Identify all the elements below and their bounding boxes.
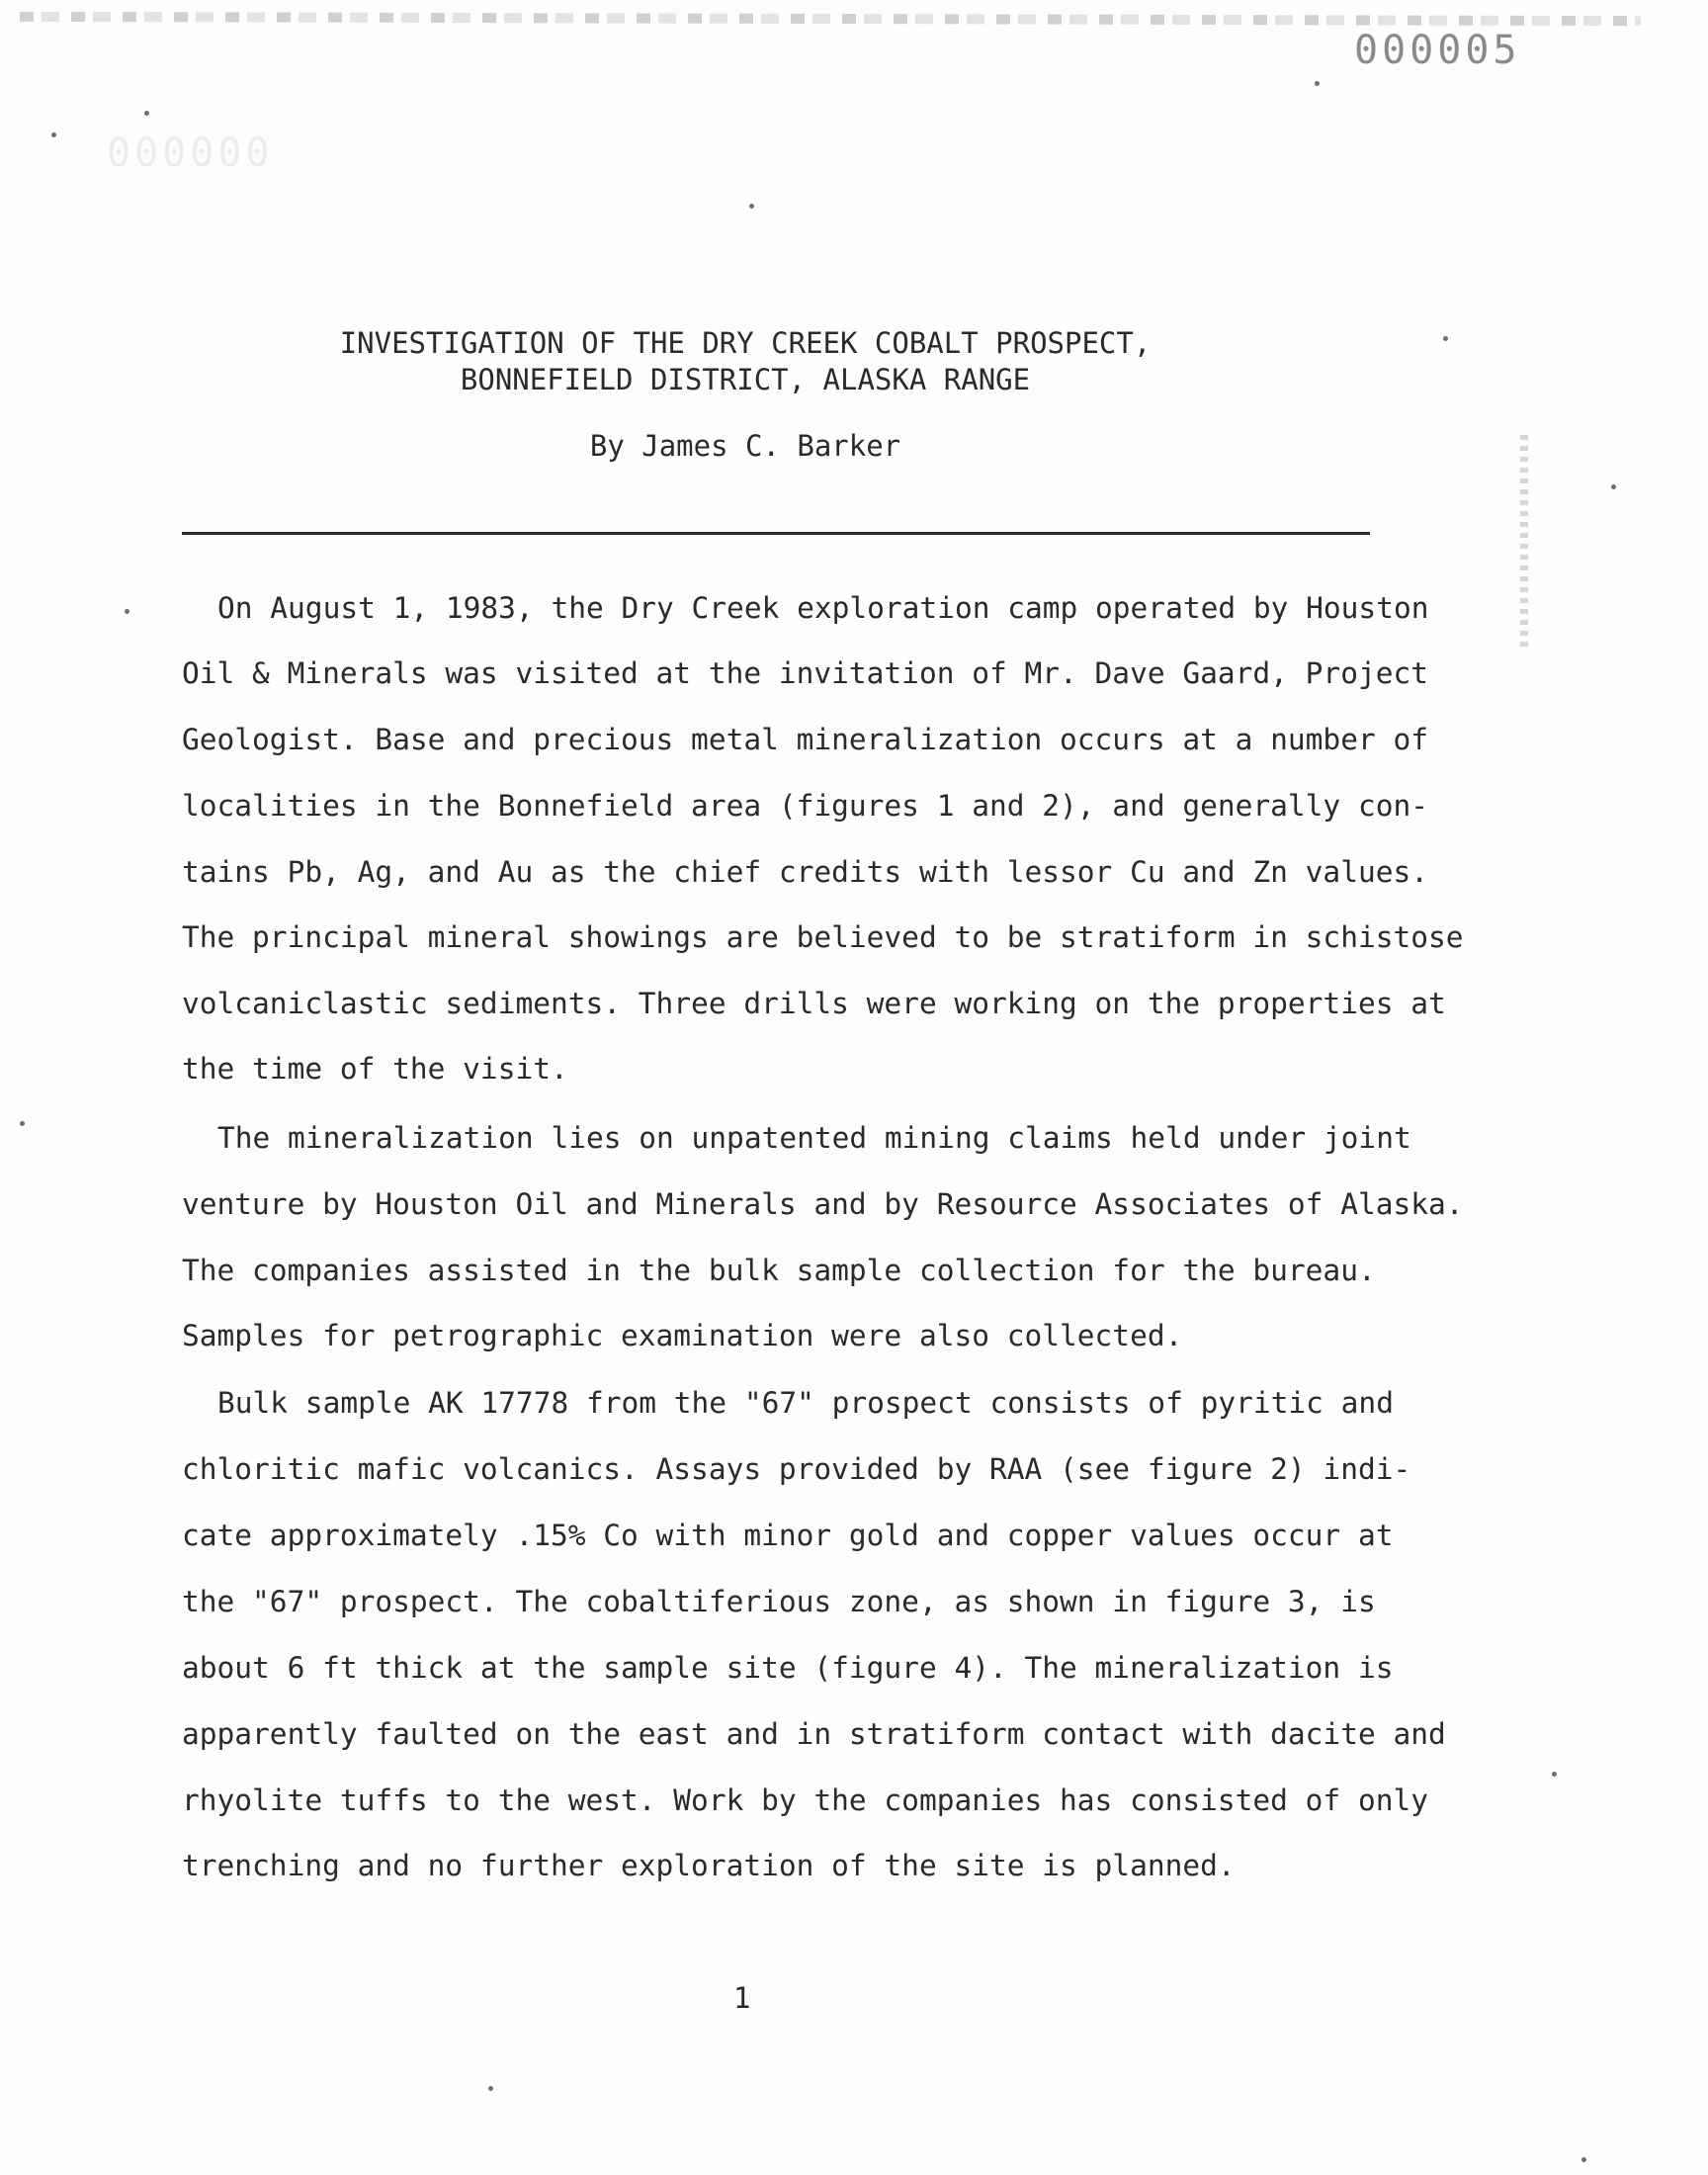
scan-speck [488, 2086, 493, 2091]
body-line: rhyolite tuffs to the west. Work by the companies has consisted of only [182, 1784, 1428, 1817]
scan-speck [1443, 336, 1448, 341]
scan-speck [1315, 81, 1320, 86]
scan-top-edge [20, 12, 1641, 26]
body-line: about 6 ft thick at the sample site (figure 4). The mineralization is [182, 1651, 1394, 1685]
scan-speck [1581, 2157, 1586, 2162]
title-line-1: INVESTIGATION OF THE DRY CREEK COBALT PROSPECT, [339, 326, 1152, 360]
body-line: the time of the visit. [182, 1052, 568, 1086]
bates-stamp: 000005 [1354, 28, 1521, 73]
scan-speck [144, 111, 149, 116]
title-divider [182, 532, 1370, 535]
scan-speck [125, 609, 129, 614]
scan-side-mark [1520, 435, 1528, 652]
body-line: the "67" prospect. The cobaltiferious zone, as shown in figure 3, is [182, 1585, 1376, 1618]
body-line: Geologist. Base and precious metal mineralization occurs at a number of [182, 723, 1428, 756]
body-line: The companies assisted in the bulk sample collection for the bureau. [182, 1254, 1376, 1287]
page-number: 1 [733, 1981, 751, 2015]
scan-speck [749, 204, 754, 209]
body-line: Oil & Minerals was visited at the invitation of Mr. Dave Gaard, Project [182, 656, 1428, 690]
body-line: trenching and no further exploration of the site is planned. [182, 1849, 1236, 1882]
body-line: volcaniclastic sediments. Three drills were working on the properties at [182, 987, 1446, 1020]
title-line-2: BONNEFIELD DISTRICT, ALASKA RANGE [460, 363, 1031, 396]
body-line: Bulk sample AK 17778 from the "67" prospect consists of pyritic and [217, 1386, 1394, 1420]
scan-speck [20, 1121, 25, 1126]
body-line: chloritic mafic volcanics. Assays provided by RAA (see figure 2) indi- [182, 1452, 1411, 1486]
faded-bates-stamp: 000000 [107, 130, 274, 176]
body-line: Samples for petrographic examination were also collected. [182, 1319, 1183, 1352]
scan-speck [51, 132, 56, 137]
body-line: On August 1, 1983, the Dry Creek exploration camp operated by Houston [217, 591, 1429, 625]
body-line: localities in the Bonnefield area (figures 1 and 2), and generally con- [182, 789, 1428, 823]
scan-speck [1611, 484, 1616, 489]
scan-speck [1552, 1772, 1557, 1777]
body-line: The mineralization lies on unpatented mining claims held under joint [217, 1121, 1411, 1155]
body-line: cate approximately .15% Co with minor gold and copper values occur at [182, 1519, 1394, 1552]
body-line: tains Pb, Ag, and Au as the chief credits with lessor Cu and Zn values. [182, 855, 1428, 889]
author-line: By James C. Barker [589, 429, 901, 463]
body-line: venture by Houston Oil and Minerals and by Resource Associates of Alaska. [182, 1187, 1464, 1221]
body-line: The principal mineral showings are believed to be stratiform in schistose [182, 920, 1464, 954]
body-line: apparently faulted on the east and in stratiform contact with dacite and [182, 1717, 1446, 1751]
